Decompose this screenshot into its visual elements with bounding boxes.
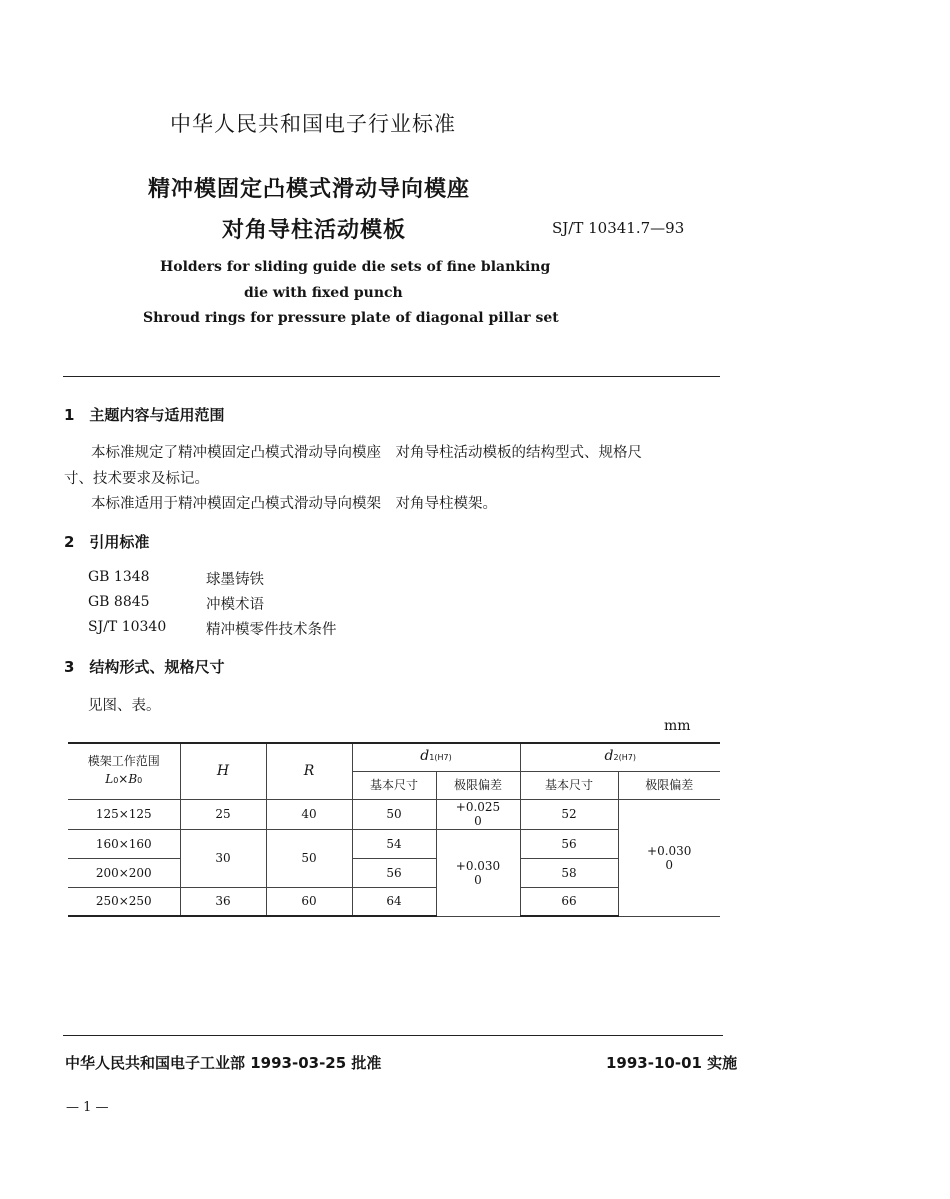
header-d1-tolerance: 极限偏差 bbox=[436, 771, 520, 799]
header-range-line-1: 模架工作范围 bbox=[87, 754, 160, 769]
section-3-heading: 3 结构形式、规格尺寸 bbox=[64, 658, 225, 676]
cell-R: 60 bbox=[266, 887, 352, 916]
title-line-1: 精冲模固定凸模式滑动导向模座 bbox=[148, 177, 471, 202]
cell-d1-basic: 64 bbox=[352, 887, 436, 916]
english-title-line-3: Shroud rings for pressure plate of diagonal pillar set bbox=[143, 310, 559, 326]
english-title-line-2: die with fixed punch bbox=[244, 285, 403, 301]
reference-code: SJ/T 10340 bbox=[88, 619, 167, 635]
section-3-paragraph: 见图、表。 bbox=[88, 698, 161, 714]
cell-d2-basic: 58 bbox=[520, 858, 618, 887]
cell-range: 200×200 bbox=[68, 858, 180, 887]
header-range-line-2: L0×B0 bbox=[105, 772, 143, 787]
reference-code: GB 1348 bbox=[88, 569, 150, 585]
cell-d2-basic: 56 bbox=[520, 829, 618, 858]
cell-d2-tolerance: +0.030 0 bbox=[618, 799, 720, 916]
header-d1-basic: 基本尺寸 bbox=[352, 771, 436, 799]
title-line-2: 对角导柱活动模板 bbox=[222, 218, 407, 243]
cell-d1-tolerance-b: +0.030 0 bbox=[436, 829, 520, 916]
cell-H: 25 bbox=[180, 799, 266, 829]
cell-d1-tolerance-a: +0.025 0 bbox=[436, 799, 520, 829]
header-range bbox=[68, 743, 180, 799]
header-H: H bbox=[180, 743, 266, 799]
cell-d2-basic: 52 bbox=[520, 799, 618, 829]
reference-name: 冲模术语 bbox=[206, 597, 264, 613]
section-2-heading: 2 引用标准 bbox=[64, 533, 150, 551]
header-d1: d1(H7) bbox=[352, 743, 520, 771]
header-divider bbox=[63, 376, 720, 377]
cell-range: 160×160 bbox=[68, 829, 180, 858]
section-1-heading: 1 主题内容与适用范围 bbox=[64, 406, 225, 424]
cell-R: 50 bbox=[266, 829, 352, 887]
spec-table bbox=[68, 742, 720, 917]
page-number: — 1 — bbox=[66, 1100, 109, 1115]
cell-d1-basic: 56 bbox=[352, 858, 436, 887]
header-d2-basic: 基本尺寸 bbox=[520, 771, 618, 799]
cell-range: 125×125 bbox=[68, 799, 180, 829]
cell-H: 30 bbox=[180, 829, 266, 887]
reference-name: 精冲模零件技术条件 bbox=[206, 622, 337, 638]
header-d2-tolerance: 极限偏差 bbox=[618, 771, 720, 799]
footer-divider bbox=[63, 1035, 723, 1036]
cell-d2-basic: 66 bbox=[520, 887, 618, 916]
cell-H: 36 bbox=[180, 887, 266, 916]
header-d2: d2(H7) bbox=[520, 743, 720, 771]
header-org: 中华人民共和国电子行业标准 bbox=[170, 112, 456, 136]
header-R: R bbox=[266, 743, 352, 799]
standard-code: SJ/T 10341.7—93 bbox=[552, 219, 685, 237]
reference-code: GB 8845 bbox=[88, 594, 150, 610]
unit-label: mm bbox=[664, 718, 691, 734]
section-1-paragraph-1-line-1: 本标准规定了精冲模固定凸模式滑动导向模座 对角导柱活动模板的结构型式、规格尺 bbox=[91, 445, 642, 461]
cell-R: 40 bbox=[266, 799, 352, 829]
approval-statement: 中华人民共和国电子工业部 1993-03-25 批准 bbox=[65, 1054, 382, 1072]
english-title-line-1: Holders for sliding guide die sets of fine blanking bbox=[160, 259, 551, 275]
table-header-row-1 bbox=[68, 743, 720, 771]
cell-d1-basic: 54 bbox=[352, 829, 436, 858]
table-row bbox=[68, 799, 720, 829]
section-1-paragraph-2: 本标准适用于精冲模固定凸模式滑动导向模架 对角导柱模架。 bbox=[91, 496, 497, 512]
implementation-date: 1993-10-01 实施 bbox=[606, 1054, 738, 1072]
section-1-paragraph-1-line-2: 寸、技术要求及标记。 bbox=[64, 471, 209, 487]
cell-range: 250×250 bbox=[68, 887, 180, 916]
cell-d1-basic: 50 bbox=[352, 799, 436, 829]
reference-name: 球墨铸铁 bbox=[206, 572, 264, 588]
